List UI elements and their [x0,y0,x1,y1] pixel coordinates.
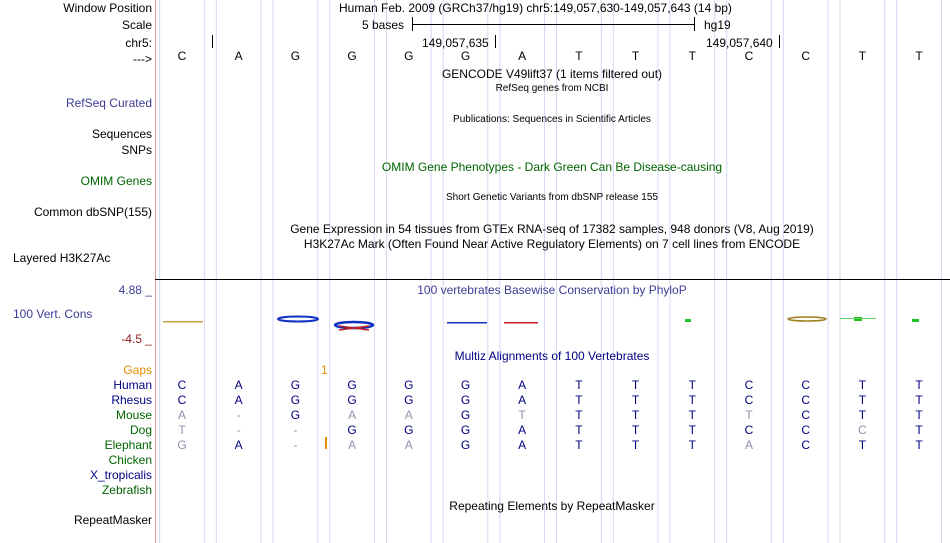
alignment-base: T [575,378,583,392]
alignment-base: T [858,438,867,452]
alignment-base: T [915,378,923,392]
alignment-base: T [858,408,867,422]
phylop-min-value: -4.5 _ [121,332,152,346]
alignment-base: G [347,378,357,392]
species-label[interactable]: Chicken [108,453,152,467]
sequences-track-label[interactable]: Sequences [91,127,152,141]
alignment-base: - [236,423,241,437]
alignment-base: T [688,378,696,392]
phylop-mark-13b [840,318,876,319]
alignment-base: C [744,393,754,407]
alignment-base: T [915,408,923,422]
base-letter: A [234,49,243,63]
alignment-base: C [177,393,187,407]
alignment-base: T [631,408,640,422]
alignment-base: C [801,393,811,407]
base-letter: T [915,49,923,63]
scale-assembly-text: hg19 [704,18,731,32]
alignment-base: C [801,423,811,437]
alignment-base: A [518,378,527,392]
alignment-base: G [460,408,471,422]
alignment-base: T [688,408,696,422]
coord-label-1: 149,057,635 [422,36,489,50]
phylop-max-value: 4.88 _ [118,283,152,297]
phylop-mark-1 [163,321,203,323]
alignment-base: T [575,408,583,422]
base-letter: C [744,49,754,63]
base-letter: C [801,49,811,63]
gaps-count: 1 [321,363,328,377]
alignment-base: C [744,378,754,392]
species-label[interactable]: Mouse [115,408,152,422]
alignment-base: A [234,393,243,407]
alignment-base: G [460,378,471,392]
coord-tick-2 [495,35,496,48]
alignment-base: T [915,393,923,407]
phylop-track-label[interactable]: 100 Vert. Cons [13,307,93,321]
label-column-separator [155,0,156,543]
scale-bar [412,24,695,25]
alignment-base: A [234,378,243,392]
alignment-base: G [404,378,414,392]
base-letter: G [404,49,414,63]
alignment-base: T [858,378,867,392]
dbsnp-track-title: Short Genetic Variants from dbSNP release 155 [446,192,658,203]
phylop-mark-14 [912,319,919,322]
alignment-base: G [460,423,471,437]
alignment-base: T [688,393,696,407]
alignment-base: G [290,393,301,407]
alignment-base: G [347,393,357,407]
coord-tick-3 [779,35,780,48]
alignment-base: T [688,438,696,452]
base-letter: G [460,49,471,63]
scale-label[interactable]: Scale [121,18,152,32]
alignment-base: A [744,438,753,452]
refseq-track-title: RefSeq genes from NCBI [495,83,609,94]
alignment-base: T [745,408,753,422]
publications-track-title: Publications: Sequences in Scientific Articles [453,114,651,125]
alignment-base: T [631,378,640,392]
alignment-base: G [177,438,187,452]
alignment-base: T [915,423,923,437]
alignment-base: - [236,408,241,422]
phylop-conservation-plot [155,310,950,334]
alignment-base: T [631,438,640,452]
track-divider-line [155,279,950,280]
alignment-base: G [290,408,301,422]
chrom-label[interactable]: chr5: [125,36,152,50]
alignment-base: C [177,378,187,392]
alignment-base: T [518,408,526,422]
h3k27ac-track-label[interactable]: Layered H3K27Ac [13,251,111,265]
gaps-label[interactable]: Gaps [123,363,152,377]
snps-track-label[interactable]: SNPs [121,143,152,157]
base-letter: C [177,49,187,63]
alignment-base: C [801,408,811,422]
alignment-base: G [460,438,471,452]
alignment-base: T [575,423,583,437]
alignment-base: A [348,408,357,422]
phylop-mark-3 [278,317,318,322]
alignment-base: C [801,378,811,392]
alignment-base: A [404,438,413,452]
alignment-base: A [404,408,413,422]
omim-track-title: OMIM Gene Phenotypes - Dark Green Can Be Disease-causing [381,160,723,174]
phylop-mark-12 [788,317,826,321]
alignment-base: A [518,438,527,452]
alignment-base: T [575,438,583,452]
alignment-base: G [347,423,357,437]
dbsnp-track-label[interactable]: Common dbSNP(155) [33,205,152,219]
base-letter: T [858,49,867,63]
base-letter: T [631,49,640,63]
alignment-base: T [178,423,186,437]
window-position-label[interactable]: Window Position [63,1,152,15]
h3k27ac-track-title: H3K27Ac Mark (Often Found Near Active Regulatory Elements) on 7 cell lines from ENCODE [303,237,801,251]
alignment-base: A [518,393,527,407]
alignment-base: G [290,378,301,392]
alignment-base: T [915,438,923,452]
alignment-base: T [688,423,696,437]
alignment-base: A [234,438,243,452]
scale-bases-text: 5 bases [362,18,405,32]
species-label[interactable]: Elephant [104,438,152,452]
alignment-base: T [631,423,640,437]
alignment-base: G [404,423,414,437]
species-label[interactable]: Human [113,378,152,392]
multiz-track-title: Multiz Alignments of 100 Vertebrates [454,349,650,363]
alignment-base: - [293,438,298,452]
base-letter: T [688,49,696,63]
refseq-track-label[interactable]: RefSeq Curated [65,96,152,110]
alignment-base: G [460,393,471,407]
alignment-base: A [518,423,527,437]
repeatmasker-track-label[interactable]: RepeatMasker [73,513,152,527]
alignment-base: T [858,393,867,407]
phylop-mark-10 [685,319,691,322]
phylop-mark-6 [447,322,487,324]
coord-tick-1 [212,35,213,48]
gtex-track-title: Gene Expression in 54 tissues from GTEx RNA-seq of 17382 samples, 948 donors (V8, Aug 2019) [290,222,814,236]
alignment-base: G [404,393,414,407]
omim-track-label[interactable]: OMIM Genes [80,174,152,188]
species-label[interactable]: X_tropicalis [89,468,152,482]
window-position-value: Human Feb. 2009 (GRCh37/hg19) chr5:149,057,630-149,057,643 (14 bp) [339,1,732,15]
species-label[interactable]: Zebrafish [101,483,152,497]
alignment-base: A [348,438,357,452]
species-label[interactable]: Dog [129,423,152,437]
strand-label[interactable]: ---> [133,52,152,66]
alignment-base: A [177,408,186,422]
phylop-track-title: 100 vertebrates Basewise Conservation by PhyloP [417,283,687,297]
base-letter: G [290,49,301,63]
alignment-base: - [293,423,298,437]
scale-bar-right-tick [694,17,695,31]
alignment-base: C [858,423,867,437]
coord-label-2: 149,057,640 [706,36,773,50]
alignment-base: T [631,393,640,407]
species-label[interactable]: Rhesus [111,393,152,407]
gencode-track-title: GENCODE V49lift37 (1 items filtered out) [441,67,663,81]
gap-insertion-marker [325,437,327,449]
base-letter: A [518,49,527,63]
alignment-base: C [744,423,754,437]
alignment-base: C [801,438,811,452]
base-letter: G [347,49,357,63]
phylop-mark-4 [335,322,373,328]
phylop-mark-7 [504,322,538,324]
repeatmasker-track-title: Repeating Elements by RepeatMasker [449,499,655,513]
base-letter: T [575,49,583,63]
alignment-base: T [575,393,583,407]
